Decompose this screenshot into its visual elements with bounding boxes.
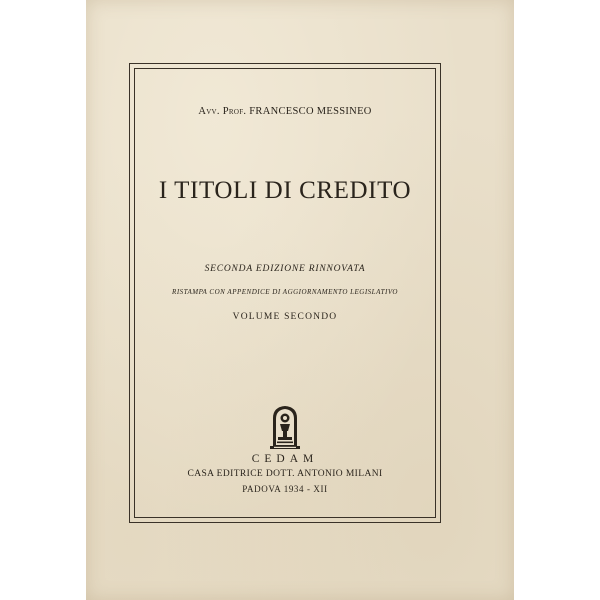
author-prefix: Avv. Prof. [198, 106, 247, 117]
publishing-house: CASA EDITRICE DOTT. ANTONIO MILANI [187, 469, 383, 479]
publisher-name: CEDAM [251, 453, 319, 465]
author-line [129, 106, 441, 117]
publisher-emblem-icon [270, 404, 300, 450]
book-title: I TITOLI DI CREDITO [158, 177, 412, 204]
city-year: PADOVA 1934 - XII [242, 484, 328, 494]
book-cover [86, 0, 514, 600]
reprint-note: RISTAMPA CON APPENDICE DI AGGIORNAMENTO LEGISLATIVO [172, 288, 398, 296]
author-name: FRANCESCO MESSINEO [249, 106, 372, 117]
edition-line: SECONDA EDIZIONE RINNOVATA [204, 264, 366, 274]
volume-line: VOLUME SECONDO [232, 312, 338, 322]
